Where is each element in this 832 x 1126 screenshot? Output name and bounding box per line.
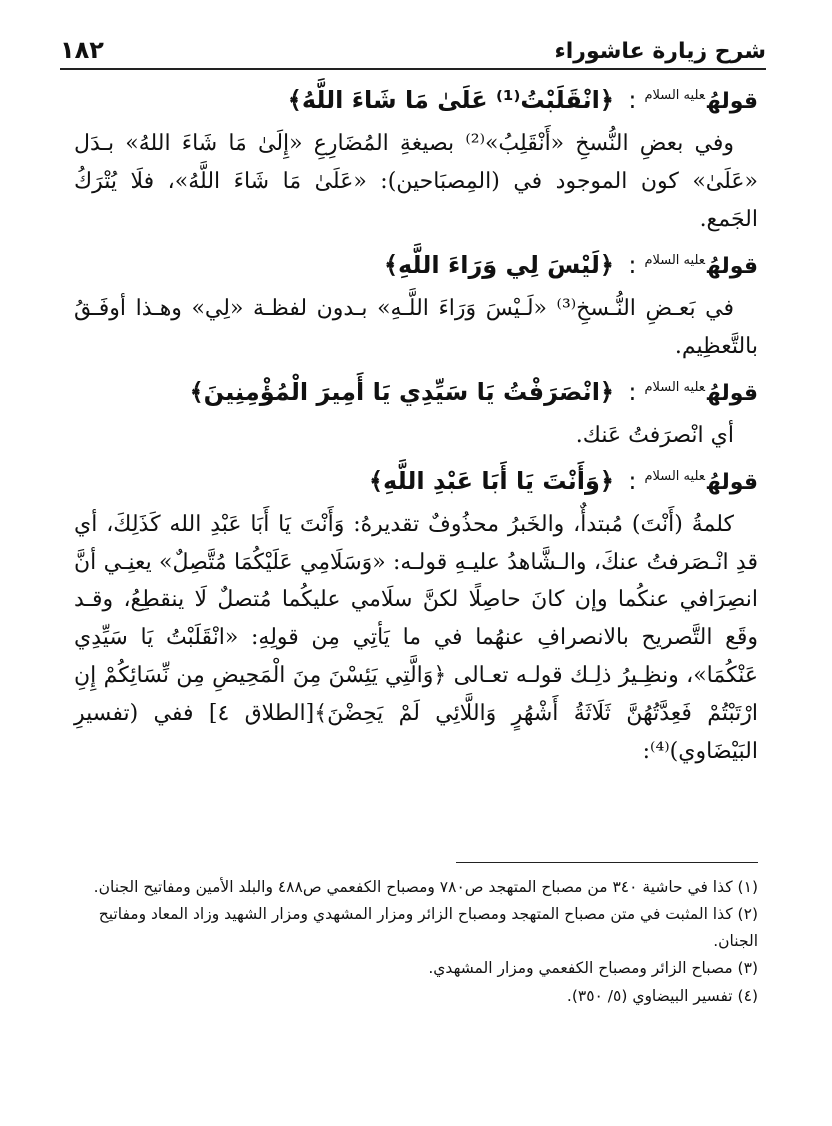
header-title: شرح زيارة عاشوراء: [554, 39, 766, 64]
section-heading: [74, 247, 758, 284]
heading-phrase: ﴿انْصَرَفْتُ يَا سَيِّدِي يَا أَمِيرَ الْمُؤْمِنِينَ﴾: [189, 377, 614, 406]
section-heading: [74, 463, 758, 500]
heading-phrase: ﴿انْقَلَبْتُ⁽¹⁾ عَلَىٰ مَا شَاءَ اللَّهُ﴾: [287, 86, 614, 114]
paragraph-text: أي انْصرَفتُ عَنك.: [575, 422, 734, 448]
salawat-mark: عليه السلام: [644, 252, 706, 268]
paragraph-text: كلمةُ (أَنْتَ) مُبتدأٌ، والخَبرُ محذُوفٌ تقديرهُ: وَأَنْتَ يَا أَبَا عَبْدِ الله كَذَلِكَ، أي قدِ انْـصَرفتُ عنكَ، والـشَّاهدُ عليـهِ قولـه: «وَسَلَامِي عَلَيْكُمَا مُتَّصِلٌ» يعنِـي أنَّ انصِرَافي عنكُما وإن كانَ حاصِلًا لكنَّ سلَامي عليكُما مُتصلٌ لَا ينقطِعُ، وقـد وقَع التَّصريح بالانصرافِ عنهُما في ما يَأتِي مِن قولِهِ: «انْقَلَبْتُ يَا سَيِّدِي عَنْكُمَا»، ونظِـيرُ ذلِـك قولـه تعـالى ﴿وَالَّتِي يَئِسْنَ مِنَ الْمَحِيضِ مِن نِّسَائِكُمْ إِنِ ارْتَبْتُمْ فَعِدَّتُهُنَّ ثَلَاثَةُ أَشْهُرٍ وَاللَّائِي لَمْ يَحِضْنَ﴾[الطلاق ٤] ففي (تفسيرِ البَيْضَاوي)⁽⁴⁾:: [74, 511, 758, 764]
commentary-paragraph: [74, 290, 758, 366]
footnote: (١) كذا في حاشية ٣٤٠ من مصباح المتهجد ص٧٨٠ ومصباح الكفعمي ص٤٨٨ والبلد الأمين ومفاتيح الجنان.: [93, 878, 758, 896]
section-heading: [74, 82, 758, 119]
running-header: [60, 28, 766, 70]
heading-phrase: ﴿وَأَنْتَ يَا أَبَا عَبْدِ اللَّهِ﴾: [368, 466, 614, 495]
colon: :: [628, 250, 637, 279]
commentary-paragraph: [74, 506, 758, 771]
salawat-mark: عليه السلام: [644, 379, 706, 395]
qawl-label: قولهُ: [707, 89, 758, 114]
commentary-paragraph: [74, 417, 758, 455]
page-number: ١٨٢: [60, 36, 104, 64]
colon: :: [628, 377, 637, 406]
footnote-divider: [456, 862, 758, 863]
colon: :: [628, 466, 637, 495]
paragraph-text: وفي بعضِ النُّسخِ «أَنْقَلِبُ»⁽²⁾ بصيغةِ المُضَارِعِ «إِلَىٰ مَا شَاءَ اللهُ» بـدَل «عَلَىٰ» كون الموجود في (المِصبَاحين): «عَلَىٰ مَا شَاءَ اللَّهُ»، فلَا يُتْرَكُ الجَمع.: [74, 131, 758, 232]
salawat-mark: عليه السلام: [644, 88, 706, 103]
main-text: [74, 82, 758, 779]
colon: :: [628, 86, 637, 114]
footnote: (٤) تفسير البيضاوي (٥/ ٣٥٠).: [566, 986, 758, 1005]
footnote: (٢) كذا المثبت في متن مصباح المتهجد ومصباح الزائر ومزار المشهدي ومزار الشهيد وزاد المعاد ومفاتيح الجنان.: [98, 905, 758, 951]
section-heading: [74, 374, 758, 411]
salawat-mark: عليه السلام: [644, 468, 706, 484]
footnotes: [70, 874, 758, 1010]
footnote: (٣) مصباح الزائر ومصباح الكفعمي ومزار المشهدي.: [428, 959, 758, 978]
qawl-label: قولهُ: [707, 469, 758, 495]
qawl-label: قولهُ: [707, 253, 758, 279]
heading-phrase: ﴿لَيْسَ لِي وَرَاءَ اللَّهِ﴾: [383, 250, 614, 279]
commentary-paragraph: [74, 125, 758, 238]
paragraph-text: في بَعـضِ النُّـسخِ⁽³⁾ «لَـيْسَ وَرَاءَ اللَّـهِ» بـدون لفظـة «لِي» وهـذا أوفَـقُ بالتَّعظِيم.: [74, 295, 758, 359]
qawl-label: قولهُ: [707, 380, 758, 406]
